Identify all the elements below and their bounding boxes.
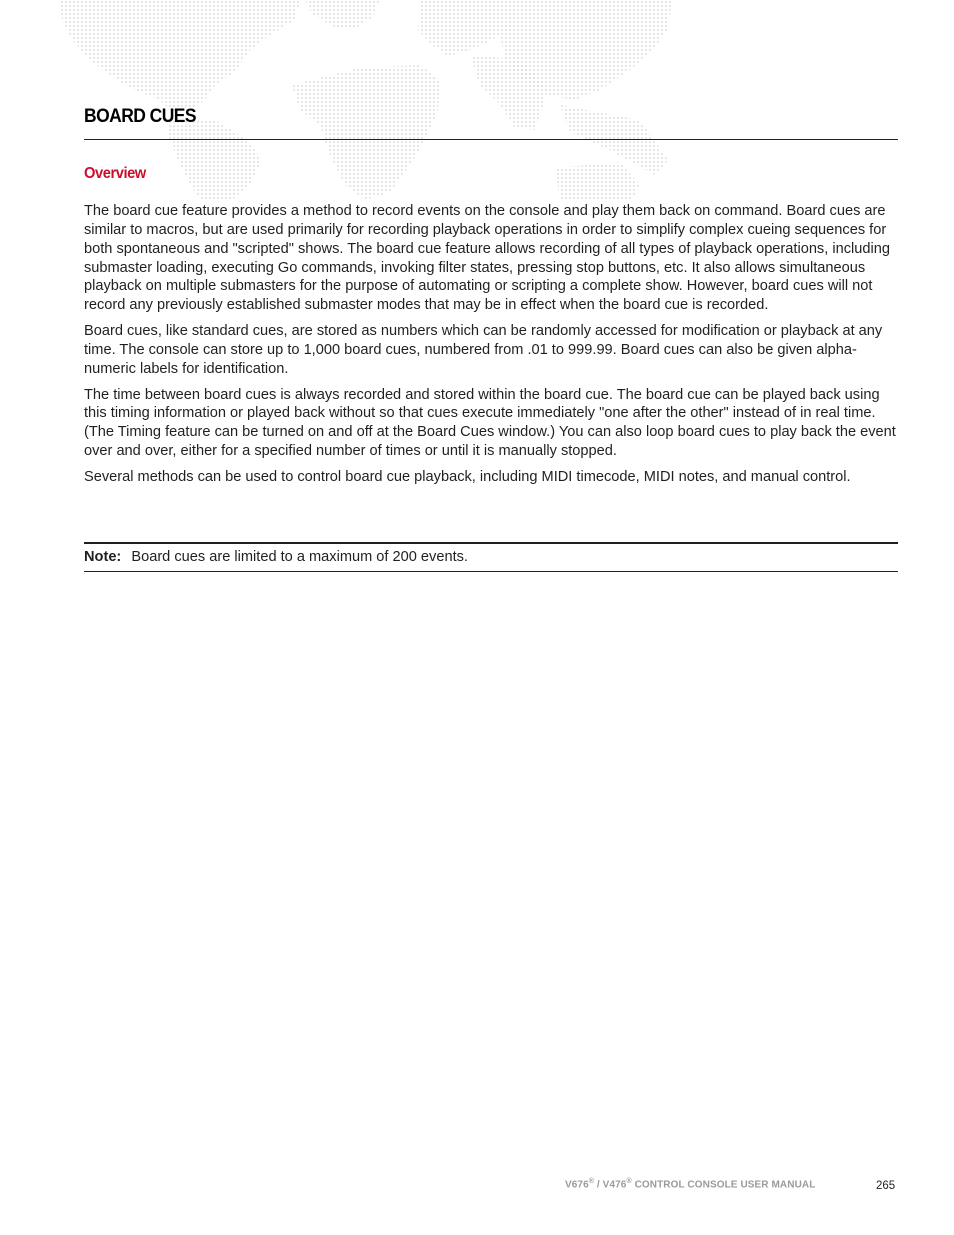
title-divider	[84, 139, 898, 140]
page-number: 265	[876, 1180, 896, 1192]
subsection-title: Overview	[84, 165, 146, 182]
note-box	[84, 542, 898, 572]
footer-model-b: V476	[602, 1179, 627, 1191]
footer-manual-title	[565, 1178, 815, 1190]
registered-mark: ®	[626, 1178, 632, 1185]
note-text: Board cues are limited to a maximum of 200 events.	[131, 549, 468, 565]
paragraph: Several methods can be used to control board cue playback, including MIDI timecode, MIDI notes, and manual control.	[84, 468, 851, 485]
footer-model-a: V676	[565, 1179, 589, 1191]
paragraph: The board cue feature provides a method to record events on the console and play them back on command. Board cues are similar to macros, but are used primarily for recording playback operations in order to simplify complex cueing sequences for both spontaneous and "scripted" shows. The board cue feature allows recording of all types of playback operations, including submaster loading, executing Go commands, invoking filter states, pressing stop buttons, etc. It also allows simultaneous playback on multiple submasters for the purpose of automating or scripting a complete show. However, board cues will not record any previously established submaster modes that may be in effect when the board cue is recorded.	[84, 203, 890, 314]
note-label: Note:	[84, 549, 122, 565]
footer-separator: /	[594, 1179, 603, 1191]
body-text	[84, 202, 898, 494]
paragraph: The time between board cues is always recorded and stored within the board cue. The board cue can be played back using this timing information or played back without so that cues execute immediately "one after the other" instead of in real time. (The Timing feature can be turned on and off at the Board Cues window.) You can also loop board cues to play back the event over and over, either for a specified number of times or until it is manually stopped.	[84, 386, 896, 460]
section-title: BOARD CUES	[84, 106, 196, 127]
registered-mark: ®	[588, 1178, 595, 1185]
footer-manual-name: CONTROL CONSOLE USER MANUAL	[631, 1179, 816, 1191]
paragraph: Board cues, like standard cues, are stored as numbers which can be randomly accessed for modification or playback at any time. The console can store up to 1,000 board cues, numbered from .01 to 999.99. Board cues can also be given alpha-numeric labels for identification.	[84, 323, 883, 377]
